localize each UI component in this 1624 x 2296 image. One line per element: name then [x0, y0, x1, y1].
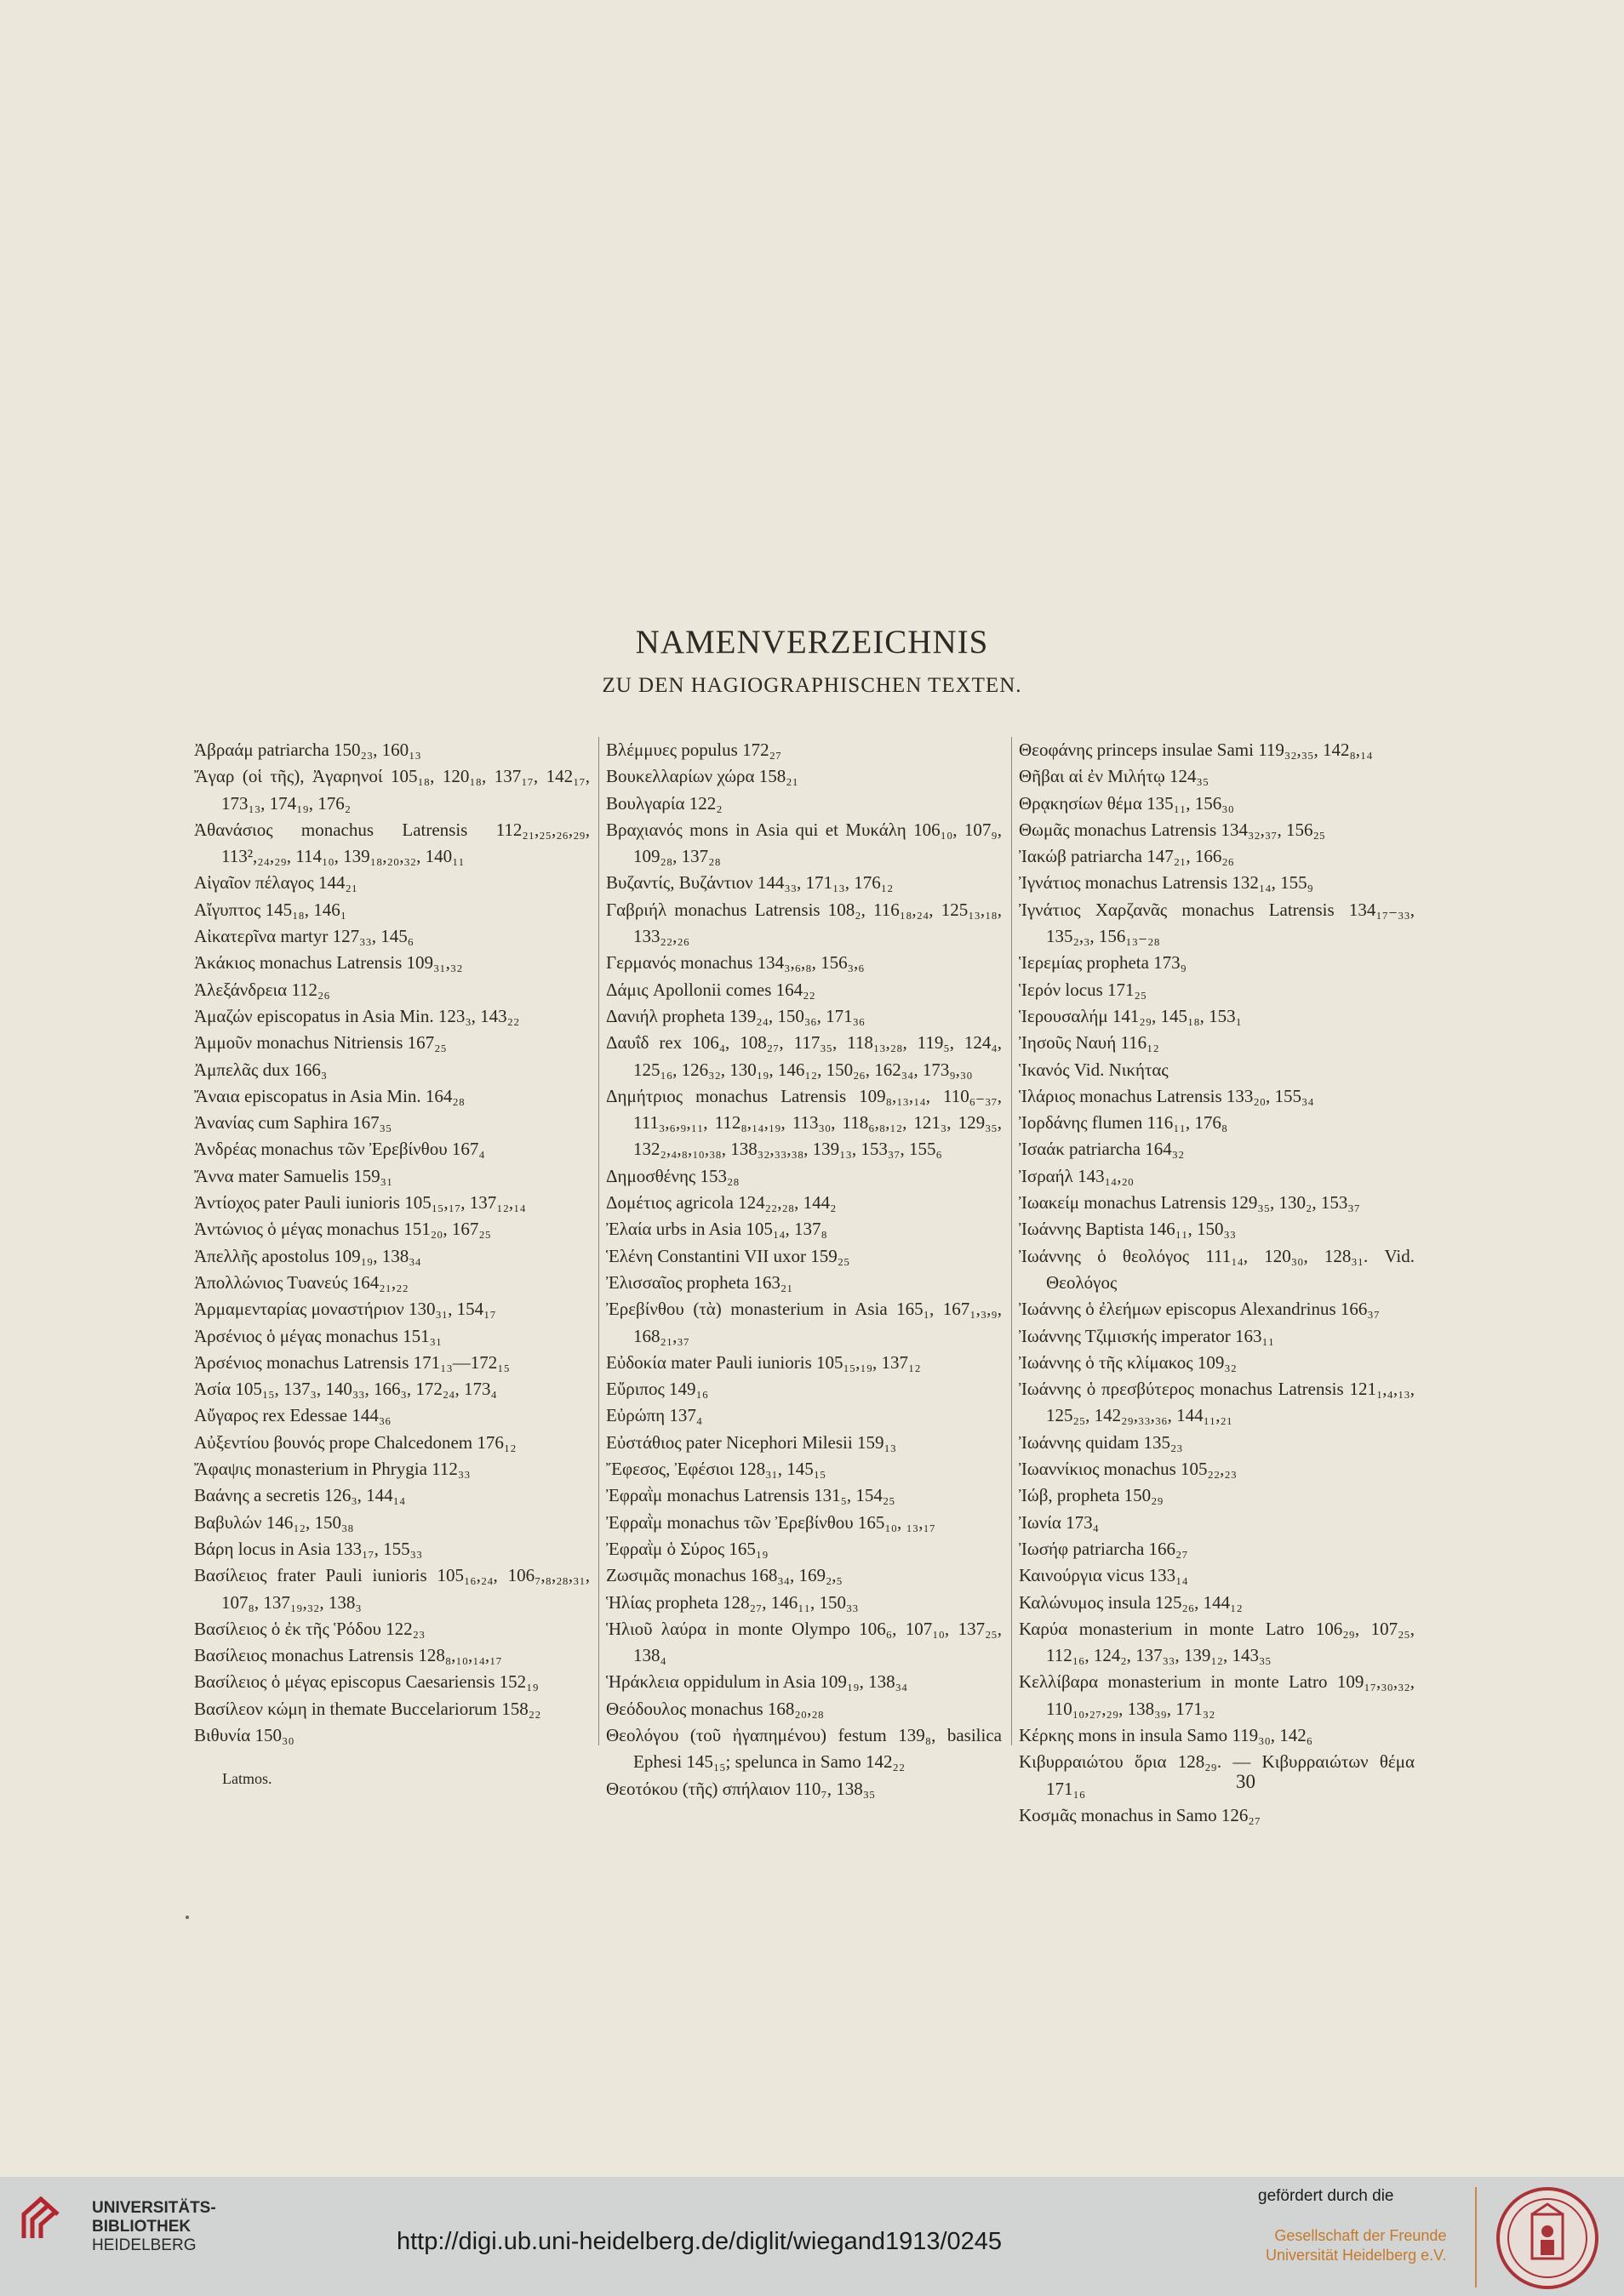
page-title: NAMENVERZEICHNIS [635, 624, 989, 660]
index-entry: Ἀντίοχος pater Pauli iunioris 105₁₅,₁₇, 137₁₂,₁₄ [194, 1192, 526, 1214]
index-entry: Αἰγαῖον πέλαγος 144₂₁ [194, 872, 358, 894]
index-entry: Βαάνης a secretis 126₃, 144₁₄ [194, 1485, 406, 1506]
index-entry: Βασίλειος frater Pauli iunioris 105₁₆,₂₄, 106₇,₈,₂₈,₃₁, 107₈, 137₁₉,₃₂, 138₃ [194, 1565, 590, 1613]
index-entry: Ἄννα mater Samuelis 159₃₁ [194, 1165, 393, 1186]
index-entry: Βουλγαρία 122₂ [606, 792, 723, 814]
index-entry: Ἰησοῦς Ναυή 116₁₂ [1019, 1032, 1159, 1054]
index-entry: Εὐρώπη 137₄ [606, 1405, 703, 1426]
index-entry: Βραχιανός mons in Asia qui et Μυκάλη 106₁₀, 107₉, 109₂₈, 137₂₈ [606, 819, 1002, 867]
index-entry: Ἑλένη Constantini VII uxor 159₂₅ [606, 1245, 850, 1266]
index-entry: Ἰωάννης ὁ ἐλεήμων episcopus Alexandrinus 166₃₇ [1019, 1299, 1381, 1320]
index-entry: Ἰωάννης quidam 135₂₃ [1019, 1431, 1183, 1453]
index-entry: Ἡλιοῦ λαύρα in monte Olympo 106₆, 107₁₀, 137₂₅, 138₄ [606, 1618, 1002, 1666]
index-entry: Ἰωαννίκιος monachus 105₂₂,₂₃ [1019, 1459, 1238, 1480]
index-entry: Θρᾳκησίων θέμα 135₁₁, 156₃₀ [1019, 792, 1234, 814]
index-entry: Ἱερουσαλήμ 141₂₉, 145₁₈, 153₁ [1019, 1005, 1242, 1026]
index-entry: Ἔφεσος, Ἐφέσιοι 128₃₁, 145₁₅ [606, 1459, 826, 1480]
index-entry: Ἀντώνιος ὁ μέγας monachus 151₂₀, 167₂₅ [194, 1219, 491, 1240]
index-entry: Εὔριπος 149₁₆ [606, 1379, 709, 1400]
index-entry: Ἰακώβ patriarcha 147₂₁, 166₂₆ [1019, 846, 1235, 867]
index-entry: Ἀρμαμενταρίας μοναστήριον 130₃₁, 154₁₇ [194, 1299, 496, 1320]
index-entry: Ἱερεμίας propheta 173₉ [1019, 952, 1187, 974]
index-entry: Ἰγνάτιος Χαρζανᾶς monachus Latrensis 134₁₇₋₃₃, 135₂,₃, 156₁₃₋₂₈ [1019, 899, 1415, 947]
library-name: UNIVERSITÄTS- BIBLIOTHEK HEIDELBERG [92, 2199, 216, 2254]
footer-divider [1475, 2187, 1477, 2287]
index-entry: Ἀβραάμ patriarcha 150₂₃, 160₁₃ [194, 740, 421, 760]
index-entry: Δαυΐδ rex 106₄, 108₂₇, 117₃₅, 118₁₃,₂₈, 119₅, 124₄, 125₁₆, 126₃₂, 130₁₉, 146₁₂, 150₂₆, 162₃₄, 173₉,₃₀ [606, 1032, 1002, 1080]
index-entry: Ἀρσένιος ὁ μέγας monachus 151₃₁ [194, 1325, 443, 1346]
index-entry: Ἀνδρέας monachus τῶν Ἐρεβίνθου 167₄ [194, 1139, 485, 1160]
index-entry: Ἰωάννης Τζιμισκής imperator 163₁₁ [1019, 1325, 1275, 1346]
index-entry: Αἴγυπτος 145₁₈, 146₁ [194, 899, 347, 920]
index-entry: Βυζαντίς, Βυζάντιον 144₃₃, 171₁₃, 176₁₂ [606, 872, 894, 894]
index-entry: Ἰωάννης Baptista 146₁₁, 150₃₃ [1019, 1219, 1237, 1240]
index-entry: Κοσμᾶς monachus in Samo 126₂₇ [1019, 1804, 1261, 1825]
index-entry: Ἐφραῒμ monachus τῶν Ἐρεβίνθου 165₁₀, ₁₃,₁₇ [606, 1511, 936, 1533]
index-entry: Βασίλειος ὁ μέγας episcopus Caesariensis 152₁₉ [194, 1671, 539, 1693]
index-entry: Ἰγνάτιος monachus Latrensis 132₁₄, 155₉ [1019, 872, 1313, 894]
index-entry: Θωμᾶς monachus Latrensis 134₃₂,₃₇, 156₂₅ [1019, 819, 1326, 840]
index-entry: Θεοτόκου (τῆς) σπήλαιον 110₇, 138₃₅ [606, 1778, 876, 1799]
index-entry: Ἱερόν locus 171₂₅ [1019, 979, 1147, 1000]
index-entry: Καινούργια vicus 133₁₄ [1019, 1565, 1188, 1586]
index-entry: Ἀπελλῆς apostolus 109₁₉, 138₃₄ [194, 1245, 421, 1266]
index-entry: Ἀκάκιος monachus Latrensis 109₃₁,₃₂ [194, 952, 463, 974]
index-entry: Γαβριήλ monachus Latrensis 108₂, 116₁₈,₂₄, 125₁₃,₁₈, 133₂₂,₂₆ [606, 899, 1002, 947]
index-entry: Θῆβαι αἱ ἐν Μιλήτῳ 124₃₅ [1019, 766, 1209, 787]
index-entry: Θεόδουλος monachus 168₂₀,₂₈ [606, 1698, 824, 1719]
index-entry: Ἰωακείμ monachus Latrensis 129₃₅, 130₂, 153₃₇ [1019, 1192, 1360, 1214]
index-entry: Θεοφάνης princeps insulae Sami 119₃₂,₃₅, 142₈,₁₄ [1019, 740, 1373, 760]
index-entry: Βουκελλαρίων χώρα 158₂₁ [606, 766, 798, 787]
index-entry: Ἐφραῒμ monachus Latrensis 131₅, 154₂₅ [606, 1485, 895, 1506]
column-separator [1011, 737, 1012, 1745]
index-column-1 [194, 737, 590, 1749]
index-entry: Ἄναια episcopatus in Asia Min. 164₂₈ [194, 1085, 466, 1106]
index-entry: Ἰσαάκ patriarcha 164₃₂ [1019, 1139, 1185, 1160]
library-logo-icon [17, 2194, 68, 2245]
page-subtitle: ZU DEN HAGIOGRAPHISCHEN TEXTEN. [602, 674, 1022, 697]
index-entry: Θεολόγου (τοῦ ἠγαπημένου) festum 139₈, basilica Ephesi 145₁₅; spelunca in Samo 142₂₂ [606, 1724, 1002, 1773]
index-entry: Δημοσθένης 153₂₈ [606, 1165, 740, 1186]
index-entry: Δημήτριος monachus Latrensis 109₈,₁₃,₁₄, 110₆₋₃₇, 111₃,₆,₉,₁₁, 112₈,₁₄,₁₉, 113₃₀, 118₆,₈,₁₂, 121₃, 129₃₅, 132₂,₄,₈,₁₀,₃₈, 138₃₂,₃₃,₃₈, 139₁₃, 153₃₇, 155₆ [606, 1085, 1002, 1160]
index-entry: Ἰωσήφ patriarcha 166₂₇ [1019, 1538, 1188, 1559]
index-entry: Ἡράκλεια oppidulum in Asia 109₁₉, 138₃₄ [606, 1671, 908, 1693]
index-entry: Βασίλεον κώμη in themate Buccelariorum 158₂₂ [194, 1698, 541, 1719]
index-column-3 [1019, 737, 1415, 1829]
index-entry: Κέρκης mons in insula Samo 119₃₀, 142₆ [1019, 1724, 1313, 1745]
index-entry: Ἱκανός Vid. Νικήτας [1019, 1059, 1169, 1080]
index-entry: Ἐλαία urbs in Asia 105₁₄, 137₈ [606, 1219, 827, 1240]
index-entry: Ἀλεξάνδρεια 112₂₆ [194, 979, 330, 1000]
column-separator [598, 737, 599, 1745]
footnote-label: Latmos. [222, 1770, 272, 1787]
index-entry: Δάμις Apollonii comes 164₂₂ [606, 979, 815, 1000]
index-entry: Ἰωάννης ὁ τῆς κλίμακος 109₃₂ [1019, 1351, 1237, 1373]
index-entry: Εὐστάθιος pater Nicephori Milesii 159₁₃ [606, 1431, 897, 1453]
index-entry: Βασίλειος monachus Latrensis 128₈,₁₀,₁₄,₁₇ [194, 1645, 502, 1666]
index-entry: Ἰορδάνης flumen 116₁₁, 176₈ [1019, 1112, 1228, 1134]
ink-speck [186, 1916, 189, 1919]
index-entry: Καρύα monasterium in monte Latro 106₂₉, 107₂₅, 112₁₆, 124₂, 137₃₃, 139₁₂, 143₃₅ [1019, 1618, 1415, 1666]
index-entry: Ἀθανάσιος monachus Latrensis 112₂₁,₂₅,₂₆,₂₉, 113²,₂₄,₂₉, 114₁₀, 139₁₈,₂₀,₃₂, 140₁₁ [194, 819, 590, 867]
index-entry: Ἀμπελᾶς dux 166₃ [194, 1059, 328, 1080]
index-entry: Ἰσραήλ 143₁₄,₂₀ [1019, 1165, 1135, 1186]
index-entry: Ἐφραῒμ ὁ Σύρος 165₁₉ [606, 1538, 769, 1559]
index-entry: Ἰωάννης ὁ θεολόγος 111₁₄, 120₃₀, 128₃₁. Vid. Θεολόγος [1019, 1245, 1415, 1293]
index-entry: Ἀρσένιος monachus Latrensis 171₁₃—172₁₅ [194, 1351, 510, 1373]
index-entry: Ἀπολλώνιος Τυανεύς 164₂₁,₂₂ [194, 1271, 409, 1293]
index-column-2 [606, 737, 1002, 1802]
index-entry: Καλώνυμος insula 125₂₆, 144₁₂ [1019, 1591, 1243, 1613]
index-entry: Ἀσία 105₁₅, 137₃, 140₃₃, 166₃, 172₂₄, 173₄ [194, 1379, 497, 1400]
index-entry: Γερμανός monachus 134₃,₆,₈, 156₃,₆ [606, 952, 865, 974]
university-seal-icon [1495, 2185, 1600, 2291]
index-entry: Βιθυνία 150₃₀ [194, 1724, 294, 1745]
index-entry: Ἰωνία 173₄ [1019, 1511, 1099, 1533]
index-entry: Αἰκατερῖνα martyr 127₃₃, 145₆ [194, 926, 415, 947]
index-entry: Ἀμαζών episcopatus in Asia Min. 123₃, 143₂₂ [194, 1005, 520, 1026]
index-entry: Βλέμμυες populus 172₂₇ [606, 740, 782, 760]
index-entry: Βασίλειος ὁ ἐκ τῆς Ῥόδου 122₂₃ [194, 1618, 426, 1639]
index-entry: Αὔγαρος rex Edessae 144₃₆ [194, 1405, 392, 1426]
index-entry: Ἀνανίας cum Saphira 167₃₅ [194, 1112, 392, 1134]
index-entry: Δανιήλ propheta 139₂₄, 150₃₆, 171₃₆ [606, 1005, 866, 1026]
index-entry: Κελλίβαρα monasterium in monte Latro 109₁₇,₃₀,₃₂, 110₁₀,₂₇,₂₉, 138₃₉, 171₃₂ [1019, 1671, 1415, 1719]
permalink-url[interactable]: http://digi.ub.uni-heidelberg.de/diglit/wiegand1913/0245 [397, 2228, 1003, 2255]
index-entry: Ζωσιμᾶς monachus 168₃₄, 169₂,₅ [606, 1565, 843, 1586]
index-entry: Αὐξεντίου βουνός prope Chalcedonem 176₁₂ [194, 1431, 517, 1453]
index-entry: Βαβυλών 146₁₂, 150₃₈ [194, 1511, 354, 1533]
index-entry: Κιβυρραιώτου ὅρια 128₂₉. — Κιβυρραιώτων θέμα 171₁₆ [1019, 1751, 1415, 1799]
funded-by-text: gefördert durch die [1258, 2187, 1394, 2205]
index-entry: Ἀμμοῦν monachus Nitriensis 167₂₅ [194, 1032, 447, 1054]
index-entry: Βάρη locus in Asia 133₁₇, 155₃₃ [194, 1538, 423, 1559]
page-number: 30 [1236, 1771, 1255, 1792]
viewer-footer [0, 2177, 1624, 2296]
index-entry: Ἡλίας propheta 128₂₇, 146₁₁, 150₃₃ [606, 1591, 859, 1613]
index-entry: Ἄφαψις monasterium in Phrygia 112₃₃ [194, 1459, 471, 1480]
index-entry: Εὐδοκία mater Pauli iunioris 105₁₅,₁₉, 137₁₂ [606, 1351, 921, 1373]
index-entry: Δομέτιος agricola 124₂₂,₂₈, 144₂ [606, 1192, 837, 1214]
sponsor-name[interactable]: Gesellschaft der Freunde Universität Heidelberg e.V. [1266, 2227, 1447, 2264]
index-entry: Ἐρεβίνθου (τὰ) monasterium in Asia 165₁, 167₁,₃,₉, 168₂₁,₃₇ [606, 1299, 1002, 1346]
index-entry: Ἰωάννης ὁ πρεσβύτερος monachus Latrensis 121₁,₄,₁₃, 125₂₅, 142₂₉,₃₃,₃₆, 144₁₁,₂₁ [1019, 1379, 1415, 1426]
index-entry: Ἄγαρ (οἱ τῆς), Ἀγαρηνοί 105₁₈, 120₁₈, 137₁₇, 142₁₇, 173₁₃, 174₁₉, 176₂ [194, 766, 590, 814]
index-entry: Ἱλάριος monachus Latrensis 133₂₀, 155₃₄ [1019, 1085, 1314, 1106]
index-entry: Ἐλισσαῖος propheta 163₂₁ [606, 1271, 793, 1293]
index-entry: Ἰώβ, propheta 150₂₉ [1019, 1485, 1164, 1506]
